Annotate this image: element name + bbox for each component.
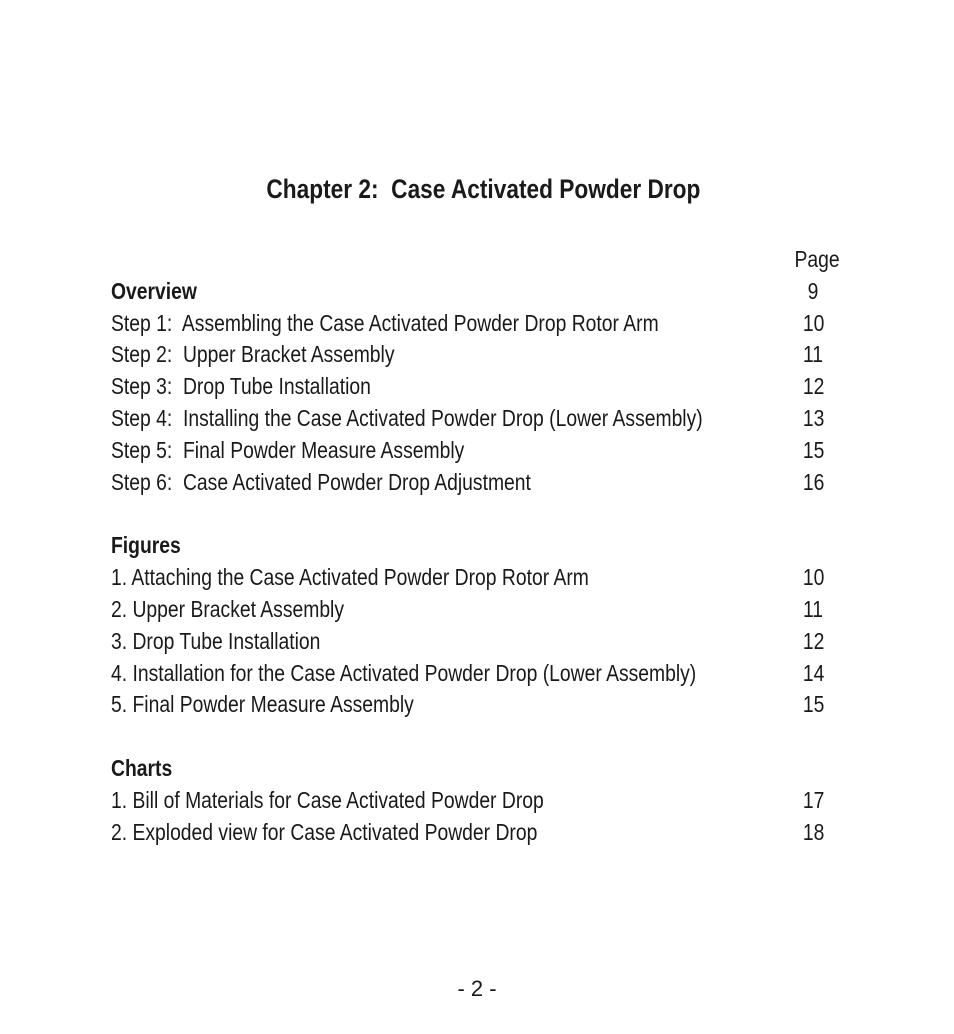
section-heading-overview[interactable] <box>111 276 851 308</box>
toc-entry-label: 2. Upper Bracket Assembly <box>111 595 345 622</box>
toc-entry[interactable] <box>111 339 851 371</box>
toc-entry-page: 10 <box>802 564 825 591</box>
toc-entry-page: 12 <box>802 373 825 400</box>
toc-entry[interactable] <box>111 689 851 721</box>
toc-entry-label: 4. Installation for the Case Activated Powder Drop (Lower Assembly) <box>111 659 697 686</box>
toc-entry-label: 2. Exploded view for Case Activated Powder Drop <box>111 818 538 845</box>
toc-entry[interactable] <box>111 658 851 690</box>
toc-entry[interactable] <box>111 467 851 499</box>
toc-entry-page: 13 <box>802 404 825 431</box>
section-heading-label: Charts <box>111 755 173 782</box>
section-heading-label: Figures <box>111 532 181 559</box>
toc-entry[interactable] <box>111 371 851 403</box>
toc-entry[interactable] <box>111 403 851 435</box>
toc-entry-label: Step 6: Case Activated Powder Drop Adjustment <box>111 468 531 495</box>
table-of-contents <box>111 244 851 849</box>
section-heading-page: 9 <box>807 277 819 304</box>
section-heading-label: Overview <box>111 277 197 304</box>
toc-entry-page: 15 <box>802 436 825 463</box>
section-heading-charts <box>111 753 851 785</box>
toc-entry[interactable] <box>111 817 851 849</box>
toc-entry[interactable] <box>111 785 851 817</box>
toc-entry-page: 10 <box>802 309 825 336</box>
section-heading-figures <box>111 530 851 562</box>
toc-entry[interactable] <box>111 308 851 340</box>
toc-entry-page: 17 <box>802 786 825 813</box>
toc-entry-label: 5. Final Powder Measure Assembly <box>111 691 414 718</box>
section-spacer <box>111 721 851 753</box>
toc-entry-page: 14 <box>802 659 825 686</box>
toc-entry-label: Step 2: Upper Bracket Assembly <box>111 341 395 368</box>
toc-entry-label: Step 1: Assembling the Case Activated Powder Drop Rotor Arm <box>111 309 659 336</box>
page-title: Chapter 2: Case Activated Powder Drop <box>266 174 701 204</box>
toc-entry-label: 1. Attaching the Case Activated Powder Drop Rotor Arm <box>111 564 589 591</box>
toc-entry-label: Step 5: Final Powder Measure Assembly <box>111 436 465 463</box>
toc-entry[interactable] <box>111 435 851 467</box>
toc-entry-page: 12 <box>802 627 825 654</box>
toc-entry[interactable] <box>111 626 851 658</box>
page-column-header-row <box>111 244 851 276</box>
toc-entry-label: 3. Drop Tube Installation <box>111 627 321 654</box>
toc-entry-label: 1. Bill of Materials for Case Activated Powder Drop <box>111 786 544 813</box>
toc-entry-label: Step 4: Installing the Case Activated Powder Drop (Lower Assembly) <box>111 404 703 431</box>
page-column-header: Page <box>794 246 840 272</box>
toc-entry-page: 18 <box>802 818 825 845</box>
page-number: - 2 - <box>457 976 497 1001</box>
toc-entry-page: 16 <box>802 468 825 495</box>
toc-entry-page: 11 <box>802 341 824 368</box>
toc-entry[interactable] <box>111 594 851 626</box>
toc-entry[interactable] <box>111 562 851 594</box>
toc-entry-label: Step 3: Drop Tube Installation <box>111 373 371 400</box>
section-spacer <box>111 498 851 530</box>
toc-entry-page: 11 <box>802 595 824 622</box>
toc-entry-page: 15 <box>802 691 825 718</box>
